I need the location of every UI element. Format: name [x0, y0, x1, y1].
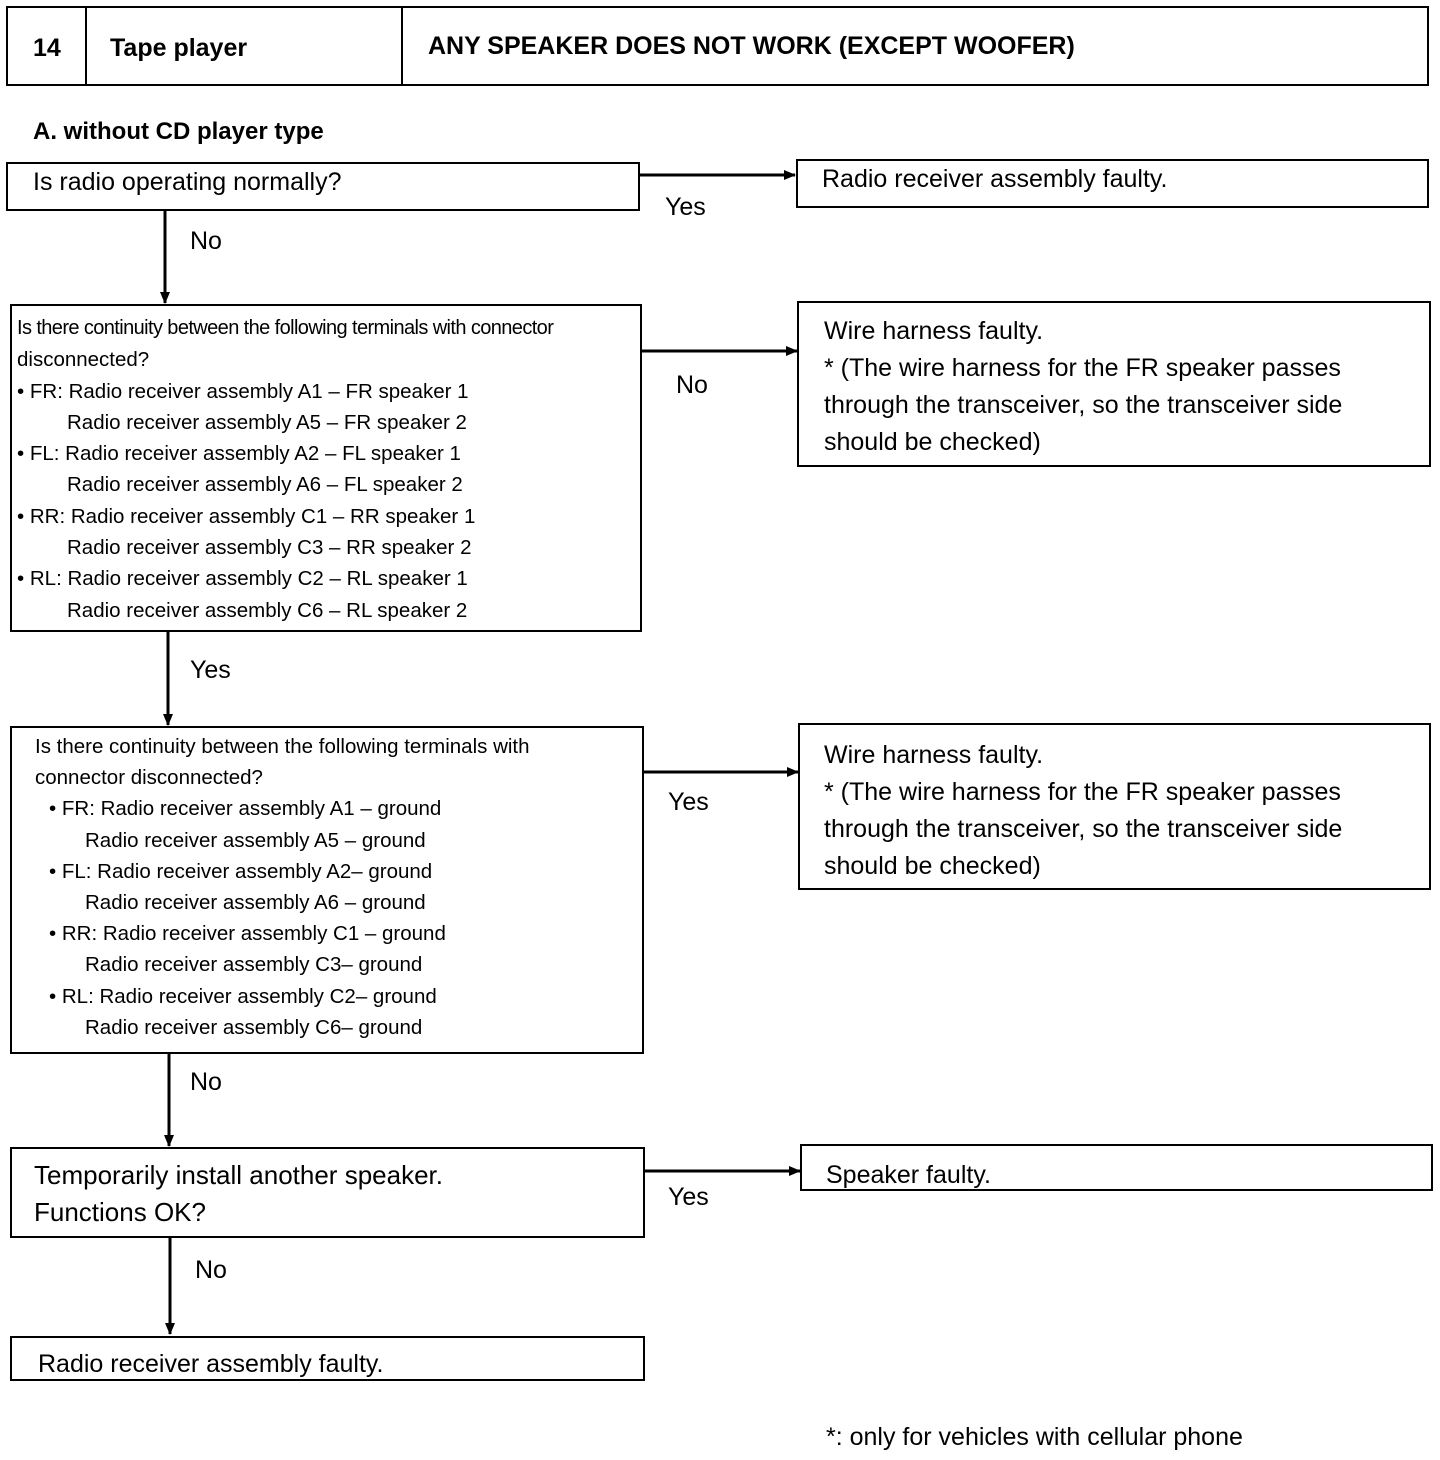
q4-no-label: No	[195, 1256, 227, 1284]
q4-yes-label: Yes	[668, 1183, 709, 1211]
q2-no-result-line: * (The wire harness for the FR speaker passes	[824, 354, 1341, 382]
q2-no-label: No	[676, 371, 708, 399]
q3-item: • RL: Radio receiver assembly C2– ground	[49, 984, 437, 1008]
q3-yes-result-line: through the transceiver, so the transceiver side	[824, 815, 1343, 843]
q4-line-1: Temporarily install another speaker.	[34, 1160, 443, 1190]
q2-no-result	[824, 313, 1342, 461]
q3-item: Radio receiver assembly C3– ground	[85, 953, 423, 977]
q3-text	[35, 731, 530, 1043]
q3-item: • FL: Radio receiver assembly A2– ground	[49, 859, 433, 883]
q2-no-result-line: should be checked)	[824, 428, 1041, 456]
q3-yes-label: Yes	[668, 788, 709, 816]
q3-item: Radio receiver assembly A6 – ground	[85, 891, 426, 915]
q3-item: • RR: Radio receiver assembly C1 – ground	[49, 922, 446, 946]
q2-item: • RL: Radio receiver assembly C2 – RL speaker 1	[17, 567, 468, 591]
q3-yes-result	[824, 737, 1342, 885]
q3-yes-result-line: Wire harness faulty.	[824, 741, 1044, 769]
header-system: Tape player	[110, 34, 248, 62]
q4-text	[34, 1157, 443, 1231]
q1-no-label: No	[190, 227, 222, 255]
q2-item: • RR: Radio receiver assembly C1 – RR speaker 1	[17, 504, 476, 528]
q1-yes-result: Radio receiver assembly faulty.	[822, 165, 1168, 193]
q3-item: • FR: Radio receiver assembly A1 – ground	[49, 797, 442, 821]
q3-intro-2: connector disconnected?	[35, 766, 263, 790]
q3-yes-result-line: should be checked)	[824, 852, 1041, 880]
section-title: A. without CD player type	[33, 118, 324, 145]
q4-yes-result: Speaker faulty.	[826, 1161, 991, 1189]
header-number: 14	[33, 34, 61, 62]
q2-item: • FR: Radio receiver assembly A1 – FR speaker 1	[17, 379, 469, 403]
q4-line-2: Functions OK?	[34, 1197, 206, 1227]
q2-text	[17, 313, 553, 626]
q3-intro-1: Is there continuity between the following terminals with	[35, 735, 530, 758]
q2-intro-2: disconnected?	[17, 348, 150, 372]
q2-item: Radio receiver assembly C6 – RL speaker 2	[67, 598, 468, 622]
q3-item: Radio receiver assembly A5 – ground	[85, 828, 426, 852]
q3-yes-result-line: * (The wire harness for the FR speaker passes	[824, 778, 1341, 806]
q2-intro-1: Is there continuity between the following terminals with connector	[17, 317, 554, 339]
header-title: ANY SPEAKER DOES NOT WORK (EXCEPT WOOFER)	[428, 32, 1075, 60]
q3-no-label: No	[190, 1068, 222, 1096]
footnote: *: only for vehicles with cellular phone	[826, 1423, 1243, 1451]
q3-item: Radio receiver assembly C6– ground	[85, 1015, 423, 1039]
q1-yes-label: Yes	[665, 193, 706, 221]
q2-no-result-line: through the transceiver, so the transceiver side	[824, 391, 1343, 419]
final-result: Radio receiver assembly faulty.	[38, 1350, 384, 1378]
q1-text: Is radio operating normally?	[33, 168, 342, 196]
q2-item: Radio receiver assembly C3 – RR speaker 2	[67, 536, 472, 560]
q2-item: • FL: Radio receiver assembly A2 – FL speaker 1	[17, 442, 461, 466]
q2-item: Radio receiver assembly A5 – FR speaker 2	[67, 410, 467, 434]
q2-yes-label: Yes	[190, 656, 231, 684]
q2-no-result-line: Wire harness faulty.	[824, 317, 1044, 345]
q2-item: Radio receiver assembly A6 – FL speaker 2	[67, 473, 463, 497]
